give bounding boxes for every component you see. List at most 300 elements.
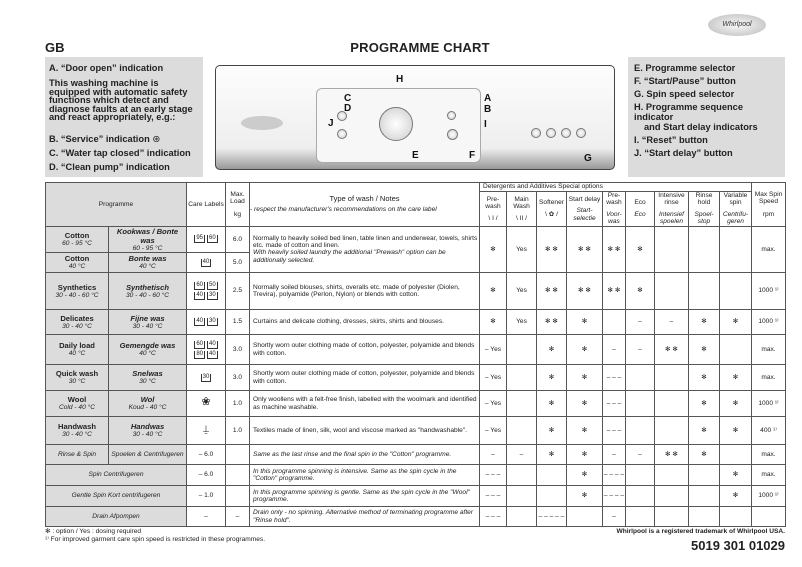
controls-legend-panel: [628, 57, 785, 177]
option-cell-1: [507, 365, 537, 391]
option-label: Pre-wash: [606, 192, 622, 207]
option-cell-3: ✻: [567, 465, 603, 486]
notes: [250, 273, 480, 310]
max-load: [226, 445, 250, 465]
option-cell-5: [626, 507, 655, 527]
wash-temp-icon: 30: [202, 373, 210, 380]
table-row: [46, 365, 786, 391]
header-notes: [250, 183, 480, 227]
option-cell-7: ✻: [689, 391, 720, 417]
notes: [250, 226, 480, 272]
option-cell-2: ✻: [537, 445, 567, 465]
max-load: 5.0: [226, 253, 250, 273]
option-cell-7: [689, 273, 720, 310]
header-max-load: [226, 183, 250, 227]
option-cell-7: ✻: [689, 445, 720, 465]
option-cell-4: – – –: [603, 391, 626, 417]
option-cell-2: ✻ ✻: [537, 310, 567, 335]
option-cell-7: ✻: [689, 335, 720, 365]
notes-text: Normally to heavily soiled bed linen, table linen and underwear, towels, shirts etc. made of cotton and linen.: [253, 234, 478, 249]
max-load: 3.0: [226, 365, 250, 391]
label-g: G: [584, 153, 592, 164]
programme-name-nl: [109, 417, 187, 445]
option-cell-0: ✻: [480, 226, 507, 272]
option-cell-6: [655, 417, 689, 445]
option-cell-5: –: [626, 335, 655, 365]
option-cell-3: ✻: [567, 310, 603, 335]
safety-text: This washing machine is equipped with automatic safety functions which detect and diagnose faults at an early stage and react appropriately, e.g.:: [49, 78, 193, 123]
notes-italic: In this programme spinning is gentle. Same as the spin cycle in the "Wool" programme.: [253, 488, 470, 504]
label-h: H: [396, 74, 404, 85]
rpm-label: rpm: [762, 210, 775, 218]
programme-name: [46, 391, 109, 417]
option-cell-6: [655, 273, 689, 310]
programme-name-nl: [109, 273, 187, 310]
programme-name: Gentle Spin Kort centrifugeren: [46, 486, 187, 507]
legend-j: J. “Start delay” button: [634, 148, 733, 158]
legend-i: I. “Reset” button: [634, 135, 708, 145]
option-label: Pre-wash: [485, 195, 501, 211]
option-cell-2: ✻: [537, 417, 567, 445]
notes: [250, 445, 480, 465]
notes-text: Shortly worn outer clothing made of cotton, polyester, polyamide and blends with cotton.: [253, 370, 475, 385]
option-cell-6: ✻ ✻: [655, 335, 689, 365]
wash-temp-icon: 40: [202, 258, 210, 265]
programme-name-nl: [109, 310, 187, 335]
option-label: Intensive rinse: [658, 192, 685, 207]
notes: [250, 417, 480, 445]
care-labels: [187, 335, 226, 365]
header-option-1: [507, 192, 537, 227]
max-load: –: [226, 507, 250, 527]
programme-title: Synthetics: [57, 282, 97, 292]
care-labels: [187, 417, 226, 445]
option-label: Softener: [539, 199, 564, 207]
programme-selector-knob: [379, 107, 413, 141]
programme-temp-nl: 30 - 40 - 60 °C: [126, 291, 169, 299]
notes-text: Curtains and delicate clothing, dresses, skirts, shirts and blouses.: [253, 318, 444, 326]
option-sub: Spoel-stop: [694, 210, 714, 226]
care-labels: –: [187, 507, 226, 527]
programme-temp: 40 °C: [68, 350, 86, 358]
label-b: B: [484, 104, 492, 115]
notes-text: Textiles made of linen, silk, wool and viscose marked as "handwashable".: [253, 426, 467, 434]
option-cell-7: [689, 226, 720, 272]
option-cell-0: – – –: [480, 507, 507, 527]
option-cell-3: ✻: [567, 417, 603, 445]
programme-name-nl: [109, 365, 187, 391]
option-cell-8: ✻: [720, 365, 752, 391]
notes-italic: Same as the last rinse and the final spin in the "Cotton" programme.: [253, 450, 452, 458]
label-i: I: [484, 119, 487, 130]
notes: [250, 507, 480, 527]
option-sub: \ ✿ /: [545, 210, 558, 218]
option-cell-0: – Yes: [480, 365, 507, 391]
option-cell-5: [626, 391, 655, 417]
option-cell-2: ✻ ✻: [537, 273, 567, 310]
programme-title: Handwash: [58, 422, 96, 432]
option-cell-6: [655, 365, 689, 391]
header-spin: [752, 183, 786, 227]
option-cell-7: ✻: [689, 310, 720, 335]
option-sub: Intensief spoelen: [659, 210, 684, 226]
care-labels: [187, 310, 226, 335]
care-labels: – 1.0: [187, 486, 226, 507]
programme-temp: 30 °C: [68, 378, 86, 386]
option-cell-7: [689, 465, 720, 486]
indication-c: C. “Water tap closed” indication: [49, 147, 191, 158]
option-cell-6: ✻ ✻: [655, 445, 689, 465]
legend-h: H. Programme sequence indicator: [634, 102, 744, 122]
legend-g: G. Spin speed selector: [634, 89, 735, 99]
label-c: C: [344, 93, 352, 104]
option-cell-2: [537, 465, 567, 486]
option-cell-6: [655, 226, 689, 272]
option-sub: \ I /: [488, 214, 498, 222]
wash-temp-icon: 95: [196, 235, 203, 242]
label-e: E: [412, 150, 419, 161]
option-cell-8: ✻: [720, 486, 752, 507]
footnote-option: ✻ : option / Yes : dosing required: [45, 528, 142, 535]
wash-temp-icon: 50: [209, 282, 216, 289]
header-care-labels: Care Labels: [187, 183, 226, 227]
option-cell-1: Yes: [507, 273, 537, 310]
option-cell-6: [655, 391, 689, 417]
header-option-6: [655, 192, 689, 227]
option-cell-0: – Yes: [480, 417, 507, 445]
control-fascia: [316, 88, 481, 163]
table-row: [46, 417, 786, 445]
start-delay-2-button: [337, 129, 347, 139]
max-load: [226, 486, 250, 507]
option-cell-4: – – – –: [603, 486, 626, 507]
label-f: F: [469, 150, 476, 161]
wash-temp-icon: 30: [209, 292, 216, 299]
footnote-spin: ¹⁾ For improved garment care spin speed is restricted in these programmes.: [45, 536, 266, 543]
programme-name: Rinse & Spin: [46, 445, 109, 465]
programme-name: [46, 335, 109, 365]
max-spin-speed: max.: [752, 365, 786, 391]
option-cell-8: [720, 273, 752, 310]
brand-badge-icon: [241, 116, 283, 130]
programme-title-nl: Synthetisch: [125, 282, 170, 292]
option-cell-1: [507, 465, 537, 486]
option-cell-2: [537, 486, 567, 507]
programme-name-nl: [109, 335, 187, 365]
header-option-3: [567, 192, 603, 227]
notes: [250, 335, 480, 365]
programme-name: [46, 310, 109, 335]
header-option-0: [480, 192, 507, 227]
option-cell-3: ✻: [567, 335, 603, 365]
option-cell-4: [603, 310, 626, 335]
option-cell-5: [626, 417, 655, 445]
header-option-8: [720, 192, 752, 227]
option-cell-4: ✻ ✻: [603, 226, 626, 272]
indications-panel: [45, 57, 203, 177]
indication-d: D. “Clean pump” indication: [49, 161, 170, 172]
document-code: 5019 301 01029: [691, 538, 785, 553]
header-option-2: [537, 192, 567, 227]
programme-title: Delicates: [60, 313, 94, 323]
max-spin-speed: max.: [752, 465, 786, 486]
option-cell-1: Yes: [507, 226, 537, 272]
wash-temp-icon: 40: [196, 318, 203, 325]
option-cell-3: ✻: [567, 365, 603, 391]
option-cell-0: – – –: [480, 486, 507, 507]
option-cell-4: – – –: [603, 365, 626, 391]
option-cell-4: – – –: [603, 417, 626, 445]
max-spin-speed: max.: [752, 335, 786, 365]
max-load-label: Max. Load: [230, 190, 245, 206]
programme-chart-table: [45, 182, 786, 527]
option-cell-4: – – – –: [603, 465, 626, 486]
notes-text: Normally soiled blouses, shirts, overalls etc. made of polyester (Diolen, Trevira), polyamide (Perlon, Nylon) or blends with cotton.: [253, 283, 460, 299]
option-cell-3: [567, 507, 603, 527]
option-cell-2: – – – – –: [537, 507, 567, 527]
programme-temp-nl: 30 °C: [139, 378, 156, 386]
option-cell-6: [655, 486, 689, 507]
table-row: [46, 486, 786, 507]
wash-temp-icon: 40: [196, 292, 203, 299]
programme-temp-nl: 30 - 40 °C: [132, 431, 163, 439]
option-cell-5: [626, 465, 655, 486]
legend-f: F. “Start/Pause” button: [634, 76, 736, 86]
programme-title-nl: Fijne was: [130, 313, 165, 323]
max-spin-speed: 1000 ¹⁾: [752, 391, 786, 417]
option-button: [531, 128, 541, 138]
programme-temp: 30 - 40 - 60 °C: [55, 291, 99, 299]
country-code: GB: [45, 40, 65, 55]
wash-temp-icon: 60: [196, 282, 203, 289]
programme-name-nl: Spoelen & Centrifugeren: [109, 445, 187, 465]
option-cell-1: [507, 486, 537, 507]
header-option-4: [603, 192, 626, 227]
max-load: 2.5: [226, 273, 250, 310]
handwash-icon: ⍊: [203, 424, 209, 436]
option-cell-0: – – –: [480, 465, 507, 486]
option-label: Main Wash: [513, 195, 530, 211]
option-cell-0: –: [480, 445, 507, 465]
programme-temp-nl: 40 °C: [139, 350, 156, 358]
wash-temp-icon: 80: [196, 350, 203, 357]
option-label: Rinse hold: [695, 192, 713, 207]
option-cell-3: ✻: [567, 486, 603, 507]
care-labels: – 6.0: [187, 465, 226, 486]
header-group-options: Detergents and Additives Special options: [480, 183, 752, 192]
wash-temp-icon: 60: [196, 340, 203, 347]
service-icon: ⊛: [152, 133, 161, 144]
kg-label: kg: [234, 210, 241, 218]
notes: [250, 310, 480, 335]
max-spin-speed: max.: [752, 226, 786, 272]
option-cell-4: ✻ ✻: [603, 273, 626, 310]
programme-temp: 60 - 95 °C: [62, 240, 92, 248]
option-cell-7: ✻: [689, 417, 720, 445]
notes: [250, 391, 480, 417]
max-load: 1.0: [226, 391, 250, 417]
programme-temp: 30 - 40 °C: [62, 322, 92, 330]
wash-temp-icon: 40: [209, 340, 216, 347]
option-button: [561, 128, 571, 138]
option-cell-4: –: [603, 335, 626, 365]
header-programme: Programme: [46, 183, 187, 227]
programme-name: Drain Afpompen: [46, 507, 187, 527]
notes-italic: In this programme spinning is intensive. Same as the spin cycle in the "Cotton" programme.: [253, 467, 457, 483]
indication-a: A. “Door open” indication: [49, 63, 164, 73]
care-labels: [187, 391, 226, 417]
max-spin-speed: 1000 ¹⁾: [752, 273, 786, 310]
programme-name-nl: [109, 226, 187, 252]
programme-title: Wool: [67, 395, 87, 405]
option-cell-2: ✻: [537, 365, 567, 391]
option-cell-1: [507, 417, 537, 445]
max-load: 3.0: [226, 335, 250, 365]
programme-name: Spin Centrifugeren: [46, 465, 187, 486]
max-spin-speed: 400 ¹⁾: [752, 417, 786, 445]
option-label: Start delay: [568, 195, 601, 203]
care-labels: [187, 365, 226, 391]
option-cell-0: – Yes: [480, 335, 507, 365]
option-cell-0: ✻: [480, 310, 507, 335]
trademark-notice: Whirlpool is a registered trademark of Whirlpool USA.: [616, 528, 785, 535]
option-sub: Eco: [634, 210, 646, 218]
option-cell-3: ✻: [567, 445, 603, 465]
max-spin-speed: [752, 507, 786, 527]
legend-h2: and Start delay indicators: [644, 122, 758, 132]
option-sub: \ II /: [516, 214, 527, 222]
option-cell-4: –: [603, 445, 626, 465]
option-cell-5: ✻: [626, 226, 655, 272]
programme-temp: 40 °C: [68, 263, 86, 271]
programme-temp-nl: 30 - 40 °C: [132, 322, 163, 330]
table-row: [46, 226, 786, 252]
option-cell-8: [720, 335, 752, 365]
option-cell-8: [720, 507, 752, 527]
whirlpool-logo: Whirlpool: [708, 14, 766, 36]
programme-title-nl: Handwas: [130, 422, 165, 432]
option-cell-1: Yes: [507, 310, 537, 335]
programme-title: Quick wash: [55, 369, 99, 379]
option-sub: Voor-was: [606, 210, 622, 226]
programme-temp-nl: 40 °C: [139, 263, 156, 271]
label-j: J: [328, 118, 334, 129]
programme-title: Cotton: [64, 231, 90, 241]
care-labels: – 6.0: [187, 445, 226, 465]
programme-title-nl: Wol: [140, 395, 155, 405]
option-cell-7: [689, 507, 720, 527]
programme-temp-nl: Koud - 40 °C: [128, 404, 167, 412]
table-row: [46, 273, 786, 310]
label-d: D: [344, 103, 352, 114]
start-pause-button: [447, 129, 458, 140]
care-labels: [187, 273, 226, 310]
programme-title-nl: Bonte was: [128, 254, 167, 264]
option-cell-6: [655, 507, 689, 527]
programme-title-nl: Snelwas: [132, 369, 163, 379]
table-row: [46, 310, 786, 335]
option-cell-8: ✻: [720, 391, 752, 417]
notes: [250, 465, 480, 486]
notes-sub: - respect the manufacturer's recommendations on the care label: [250, 206, 437, 214]
option-cell-2: ✻: [537, 391, 567, 417]
wash-temp-icon: 30: [209, 318, 216, 325]
option-button: [546, 128, 556, 138]
programme-name: [46, 417, 109, 445]
table-row: [46, 465, 786, 486]
notes-label: Type of wash / Notes: [329, 193, 400, 203]
option-cell-1: –: [507, 445, 537, 465]
header-option-5: [626, 192, 655, 227]
option-cell-7: [689, 486, 720, 507]
table-row: [46, 445, 786, 465]
programme-name-nl: [109, 253, 187, 273]
option-cell-5: –: [626, 445, 655, 465]
option-cell-5: ✻: [626, 273, 655, 310]
option-sub: Start-selectie: [573, 207, 596, 222]
programme-temp-nl: 60 - 95 °C: [132, 244, 163, 252]
option-cell-8: ✻: [720, 417, 752, 445]
option-cell-8: [720, 445, 752, 465]
option-cell-3: ✻ ✻: [567, 273, 603, 310]
programme-title-nl: Gemengde was: [119, 341, 176, 351]
notes-text: Shortly worn outer clothing made of cotton, polyester, polyamide and blends with cotton.: [253, 342, 475, 357]
programme-title: Cotton: [64, 254, 90, 264]
label-a: A: [484, 93, 492, 104]
option-cell-5: [626, 486, 655, 507]
programme-name: [46, 365, 109, 391]
wash-temp-icon: 40: [209, 350, 216, 357]
option-cell-8: ✻: [720, 310, 752, 335]
programme-name-nl: [109, 391, 187, 417]
option-cell-2: ✻: [537, 335, 567, 365]
table-row: [46, 507, 786, 527]
notes: [250, 365, 480, 391]
notes: [250, 486, 480, 507]
option-label: Variable spin: [723, 192, 748, 207]
notes-italic: With heavily soiled laundry the additional "Prewash" option can be additionally selected.: [253, 249, 446, 264]
care-labels: [187, 226, 226, 252]
option-cell-3: ✻ ✻: [567, 226, 603, 272]
option-cell-0: ✻: [480, 273, 507, 310]
option-cell-6: –: [655, 310, 689, 335]
spin-speed-button: [576, 128, 586, 138]
reset-button: [447, 111, 456, 120]
programme-temp: 30 - 40 °C: [62, 431, 92, 439]
notes-italic: Drain only - no spinning. Alternative method of terminating programme after "Rinse hold".: [253, 509, 474, 524]
option-cell-5: [626, 365, 655, 391]
control-panel-illustration: [215, 65, 615, 170]
programme-name: [46, 226, 109, 252]
wash-temp-icon: 60: [209, 235, 216, 242]
woolmark-icon: ❀: [201, 396, 211, 409]
max-load: 1.5: [226, 310, 250, 335]
care-labels: [187, 253, 226, 273]
option-cell-4: –: [603, 507, 626, 527]
table-row: [46, 335, 786, 365]
max-load: 1.0: [226, 417, 250, 445]
max-spin-speed: 1000 ¹⁾: [752, 486, 786, 507]
programme-name: [46, 253, 109, 273]
option-cell-8: ✻: [720, 465, 752, 486]
option-cell-5: –: [626, 310, 655, 335]
option-cell-8: [720, 226, 752, 272]
page-title: PROGRAMME CHART: [350, 40, 490, 55]
option-cell-3: ✻: [567, 391, 603, 417]
option-cell-2: ✻ ✻: [537, 226, 567, 272]
max-spin-speed: max.: [752, 445, 786, 465]
header-option-7: [689, 192, 720, 227]
